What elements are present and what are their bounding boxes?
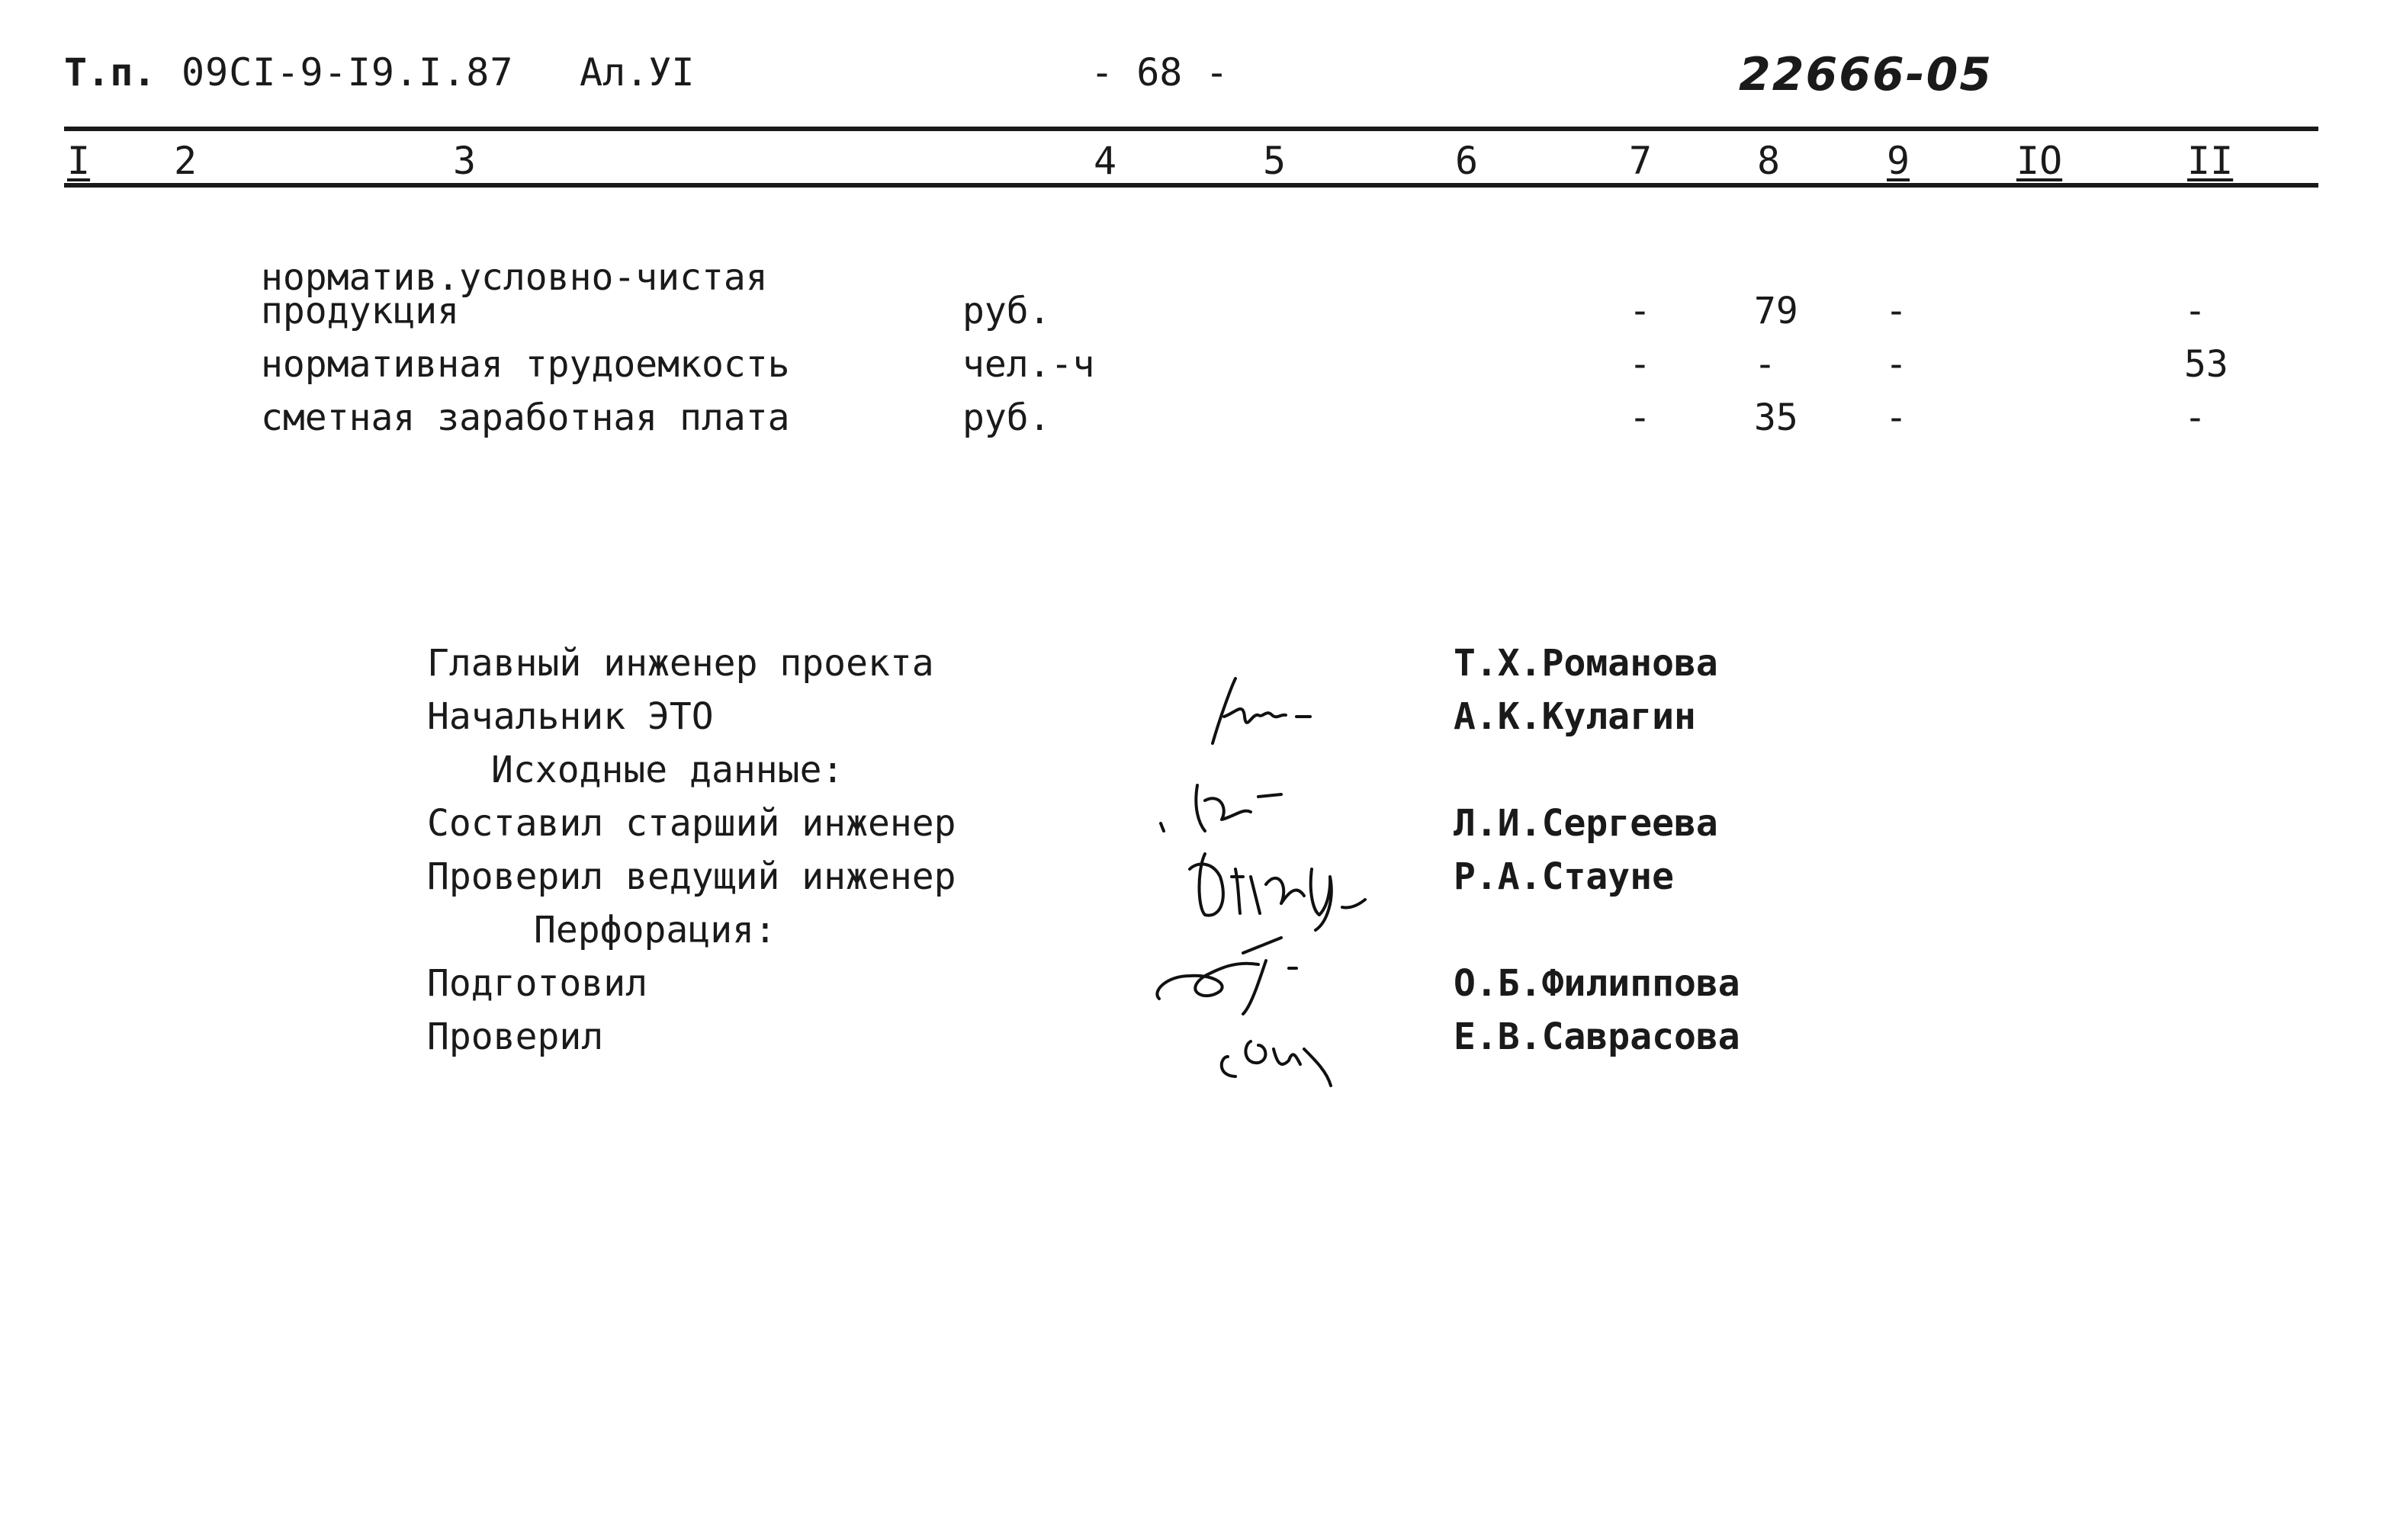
row-label-continued: продукция bbox=[261, 290, 460, 332]
compiled-by-role: Составил старший инженер bbox=[427, 802, 956, 845]
cell-col8: - bbox=[1754, 343, 1776, 386]
cell-col8: 35 bbox=[1754, 396, 1798, 439]
standard-project-label: Т.п. bbox=[64, 50, 156, 95]
perforation-heading: Перфорация: bbox=[534, 909, 776, 951]
source-data-heading: Исходные данные: bbox=[491, 749, 844, 791]
row-label: сметная заработная плата bbox=[261, 396, 790, 439]
column-number: IO bbox=[2016, 139, 2063, 183]
prepared-by-role: Подготовил bbox=[427, 962, 647, 1005]
cell-col11: - bbox=[2184, 290, 2206, 332]
column-number: 3 bbox=[453, 139, 477, 183]
chief-engineer-role: Главный инженер проекта bbox=[427, 642, 934, 685]
column-number: 4 bbox=[1094, 139, 1117, 183]
cell-col7: - bbox=[1629, 396, 1651, 439]
chief-engineer-name: Т.Х.Романова bbox=[1454, 642, 1718, 685]
handwritten-signature bbox=[1205, 1003, 1373, 1087]
header-rule-bottom bbox=[64, 183, 2318, 188]
project-code: 09CI-9-I9.I.87 bbox=[182, 50, 514, 95]
row-unit: руб. bbox=[962, 396, 1051, 439]
checked-lead-name: Р.А.Стауне bbox=[1454, 855, 1674, 898]
cell-col11: - bbox=[2184, 396, 2206, 439]
cell-col11: 53 bbox=[2184, 343, 2228, 386]
cell-col9: - bbox=[1885, 396, 1907, 439]
column-number: 6 bbox=[1455, 139, 1479, 183]
column-number: II bbox=[2187, 139, 2234, 183]
album-number: Ал.УI bbox=[580, 50, 695, 95]
column-number: 8 bbox=[1757, 139, 1781, 183]
row-label: норматив.условно-чистая bbox=[261, 256, 768, 299]
cell-col9: - bbox=[1885, 343, 1907, 386]
checked-lead-role: Проверил ведущий инженер bbox=[427, 855, 956, 898]
handwritten-signature bbox=[1190, 671, 1342, 755]
cell-col7: - bbox=[1629, 290, 1651, 332]
page-number: - 68 - bbox=[1091, 50, 1229, 95]
cell-col9: - bbox=[1885, 290, 1907, 332]
column-number: 2 bbox=[174, 139, 198, 183]
eto-head-name: А.К.Кулагин bbox=[1454, 695, 1696, 738]
column-number: 7 bbox=[1629, 139, 1653, 183]
column-number: 5 bbox=[1263, 139, 1287, 183]
compiled-by-name: Л.И.Сергеева bbox=[1454, 802, 1718, 845]
checked-by-role: Проверил bbox=[427, 1015, 604, 1058]
prepared-by-name: О.Б.Филиппова bbox=[1454, 962, 1740, 1005]
row-unit: руб. bbox=[962, 290, 1051, 332]
handwritten-signature bbox=[1174, 823, 1403, 938]
column-number: I bbox=[67, 139, 91, 183]
row-unit: чел.-ч bbox=[962, 343, 1095, 386]
row-label: нормативная трудоемкость bbox=[261, 343, 790, 386]
checked-by-name: Е.В.Саврасова bbox=[1454, 1015, 1740, 1058]
column-number: 9 bbox=[1887, 139, 1910, 183]
header-rule-top bbox=[64, 127, 2318, 131]
cell-col8: 79 bbox=[1754, 290, 1798, 332]
document-number: 22666-05 bbox=[1739, 48, 1993, 101]
cell-col7: - bbox=[1629, 343, 1651, 386]
eto-head-role: Начальник ЭТО bbox=[427, 695, 714, 738]
